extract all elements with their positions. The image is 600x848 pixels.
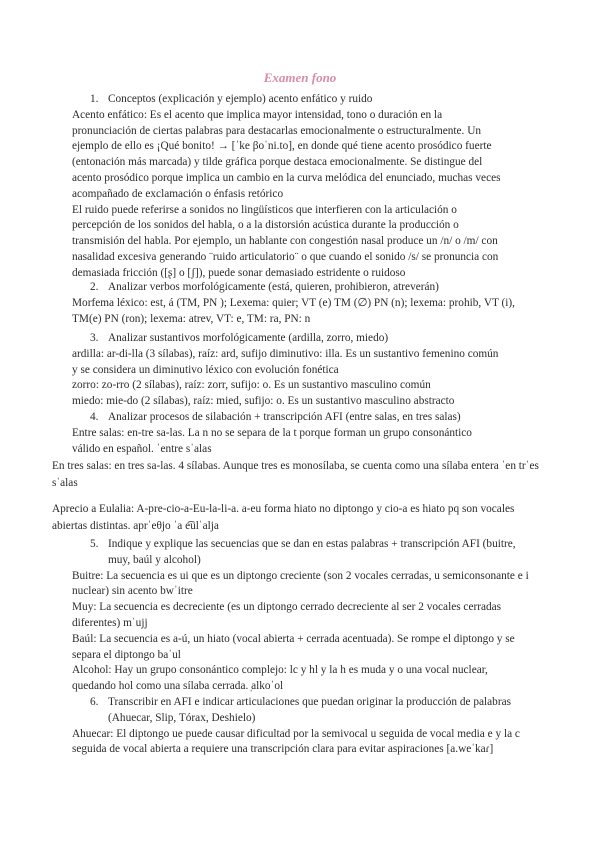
heading-text: Transcribir en AFI e indicar articulaciones que puedan originar la producción de palabras (Ahuecar, Slip, Tórax, Deshielo) [108,695,511,724]
section-5 [72,537,532,758]
paragraph-ahuecar: Ahuecar: El diptongo ue puede causar dificultad por la semivocal u seguida de vocal media e y la c seguida de vocal abierta a requiere una transcripción clara para evitar aspiraciones [a.weˈkaɾ] [72,727,520,756]
section-4-heading [90,410,502,426]
paragraph-alcohol: Alcohol: Hay un grupo consonántico complejo: lc y hl y la h es muda y o una vocal nuclear, quedando hol como una sílaba cerrada. ̩alkoˈol [72,664,488,693]
paragraph-miedo: miedo: mie-do (2 sílabas), raíz: mied, sufijo: o. Es un sustantivo masculino abstracto [72,395,455,408]
paragraph-ardilla: ardilla: ar-di-lla (3 sílabas), raíz: ard, sufijo diminutivo: illa. Es un sustantivo femenino común y se considera un diminutivo léxico con evolución fonética [72,347,499,376]
paragraph-ruido: El ruido puede referirse a sonidos no lingüísticos que interfieren con la articulación o percepción de los sonidos del habla, o a la distorsión acústica durante la producción o transmisión del habla. Por ejemplo, un hablante con congestión nasal produce un /n/ o /m/ con nasalidad excesiva generando ¨ruido articulatorio¨ o que cuando el sonido /s/ se pronuncia con demasiada fricción ([ʂ] o [ʃ]), puede sonar demasiado estridente o ruidoso [72,203,499,279]
list-number: 2. [90,281,99,293]
section-2 [72,280,532,327]
section-4-continued [52,458,542,535]
list-number: 3. [90,332,99,344]
section-3 [72,331,502,410]
paragraph-zorro: zorro: zo-rro (2 sílabas), raíz: zorr, sufijo: o. Es un sustantivo masculino común [72,379,431,392]
section-3-heading [90,331,502,347]
paragraph-entre-salas: Entre salas: en-tre sa-las. La n no se separa de la t porque forman un grupo consonántico válido en español. ˈentre sˈalas [72,426,472,455]
section-5-heading [90,537,532,569]
list-number: 5. [90,538,99,550]
paragraph-buitre: Buitre: La secuencia es ui que es un diptongo creciente (son 2 vocales cerradas, u semiconsonante e i nuclear) sin acento bwˈitre [72,569,529,598]
section-1-heading [90,92,502,108]
heading-text: Analizar procesos de silabación + transcripción AFI (entre salas, en tres salas) [108,411,461,423]
section-1 [72,92,502,282]
paragraph-aprecio-a-eulalia: Aprecio a Eulalia: A-pre-cio-a-Eu-la-li-a. a-eu forma hiato no diptongo y cio-a es hiato pq son vocales abiertas distintas. aprˈeθjo ˈa e͡ulˈalja [52,503,515,532]
list-number: 6. [90,695,99,708]
list-number: 1. [90,93,99,105]
heading-text: Indique y explique las secuencias que se dan en estas palabras + transcripción AFI (buitre, muy, baúl y alcohol) [108,538,516,566]
section-4 [72,410,502,457]
paragraph-acento-enfatico: Acento enfático: Es el acento que implica mayor intensidad, tono o duración en la pronunciación de ciertas palabras para destacarlas emocionalmente o estructuralmente. Un ejemplo de ello es ¡Qué bonito! → [ˈke βoˈni.to], en donde qué tiene acento prosódico fuerte (entonación más marcada) y tilde gráfica porque destaca emocionalmente. Se distingue del acento prosódico porque implica un cambio en la curva melódica del enunciado, muchas veces acompañado de exclamación o énfasis retórico [72,108,501,200]
heading-text: Conceptos (explicación y ejemplo) acento enfático y ruido [108,93,373,105]
heading-text: Analizar verbos morfológicamente (está, quieren, prohibieron, atreverán) [108,281,439,293]
document-title: Examen fono [263,70,337,85]
paragraph-verbos: Morfema léxico: est, á (TM, PN ); Lexema: quier; VT (e) TM (∅) PN (n); lexema: prohib, VT (i), TM(e) PN (ron); lexema: atrev, VT: e, TM: ra, PN: n [72,296,515,325]
heading-text: Analizar sustantivos morfológicamente (ardilla, zorro, miedo) [108,332,389,344]
section-2-heading [90,280,532,296]
paragraph-en-tres-salas: En tres salas: en tres sa-las. 4 sílabas. Aunque tres es monosílaba, se cuenta como una sílaba entera ˈen trˈes sˈalas [52,460,539,489]
paragraph-muy: Muy: La secuencia es decreciente (es un diptongo cerrado decreciente al ser 2 vocales cerradas diferentes) mˈujj [72,601,502,629]
paragraph-baul: Baúl: La secuencia es a-ú, un hiato (vocal abierta + cerrada acentuada). Se rompe el diptongo y se separa el diptongo baˈul [72,632,515,661]
list-number: 4. [90,411,99,423]
section-6-heading [90,695,532,727]
